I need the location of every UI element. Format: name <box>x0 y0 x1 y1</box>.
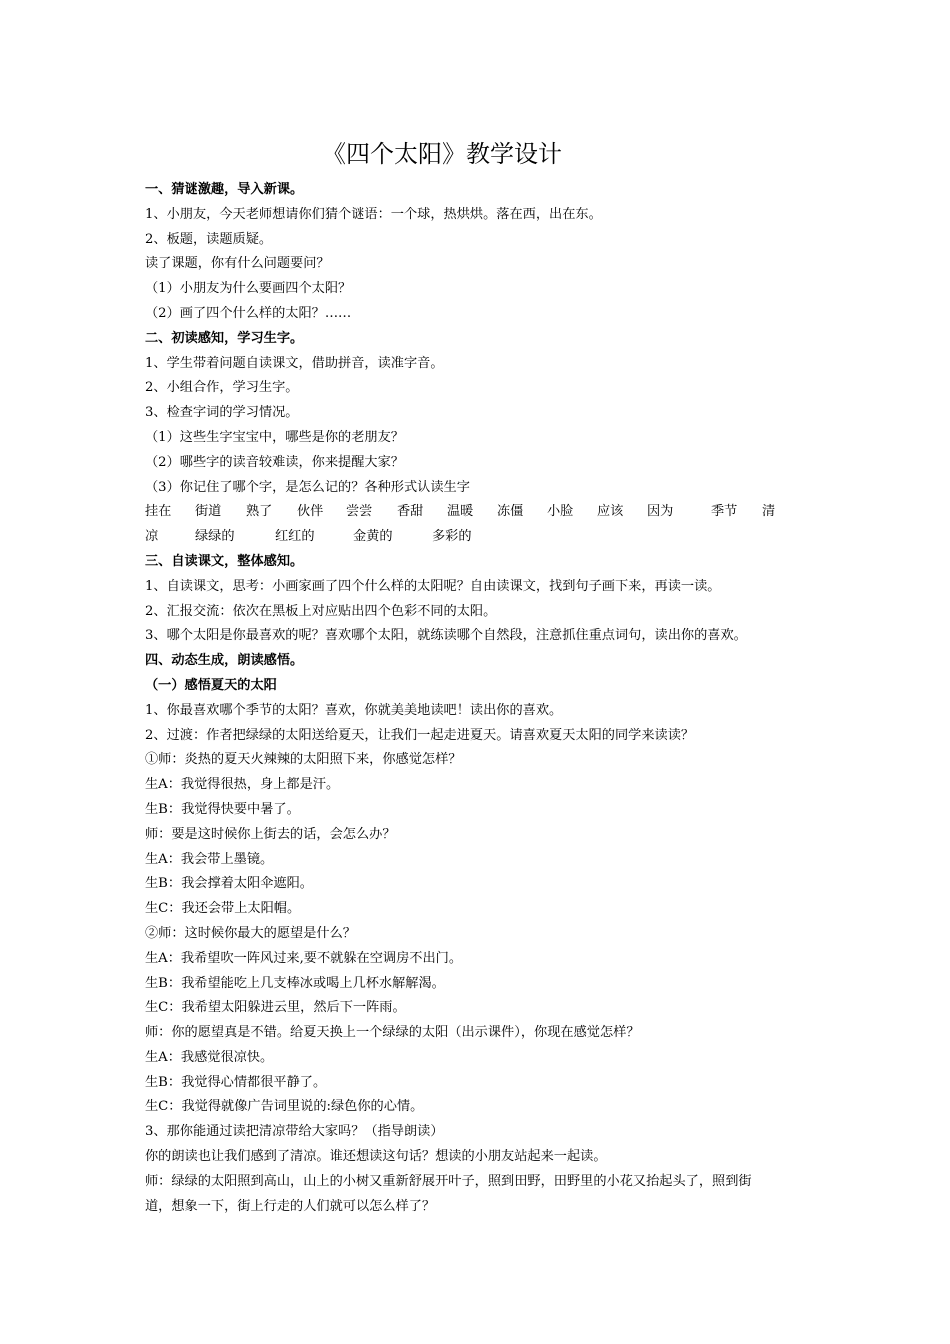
section-heading: 三、自读课文，整体感知。 <box>145 553 304 569</box>
section-heading: 一、猜谜激趣，导入新课。 <box>145 182 304 197</box>
vocab-word: 凉 <box>145 529 159 545</box>
paragraph-line: 生C：我希望太阳躲进云里，然后下一阵雨。 <box>145 1000 406 1016</box>
paragraph-line: 生A：我感觉很凉快。 <box>145 1049 274 1065</box>
paragraph-line: 2、小组合作，学习生字。 <box>145 380 299 396</box>
paragraph-line: 道，想象一下，街上行走的人们就可以怎么样了？ <box>145 1198 436 1214</box>
paragraph-line: ②师：这时候你最大的愿望是什么？ <box>145 925 356 941</box>
paragraph-line: （1）这些生字宝宝中，哪些是你的老朋友？ <box>145 429 404 445</box>
paragraph-line: 2、板题，读题质疑。 <box>145 231 273 247</box>
paragraph-line: 生C：我觉得就像广告词里说的:绿色你的心情。 <box>145 1099 424 1115</box>
vocab-word: 多彩的 <box>432 529 472 545</box>
vocab-word: 金黄的 <box>353 529 393 545</box>
paragraph-line: （3）你记住了哪个字，是怎么记的？各种形式认读生字 <box>145 479 470 495</box>
paragraph-line: 生A：我希望吹一阵风过来,要不就躲在空调房不出门。 <box>145 950 463 966</box>
paragraph-line: 生B：我希望能吃上几支棒冰或喝上几杯水解解渴。 <box>145 975 445 991</box>
vocab-word: 冻僵 <box>497 504 524 520</box>
vocab-word: 应该 <box>597 504 624 520</box>
paragraph-line: 师：要是这时候你上街去的话，会怎么办？ <box>145 826 396 842</box>
vocab-word: 温暖 <box>447 504 474 520</box>
paragraph-line: 2、过渡：作者把绿绿的太阳送给夏天，让我们一起走进夏天。请喜欢夏天太阳的同学来读读？ <box>145 727 695 743</box>
paragraph-line: 生A：我觉得很热，身上都是汗。 <box>145 777 340 793</box>
document-body <box>145 178 815 1219</box>
paragraph-line: 生B：我会撑着太阳伞遮阳。 <box>145 876 313 892</box>
vocab-word: 尝尝 <box>346 504 373 520</box>
paragraph-line: （2）画了四个什么样的太阳？…… <box>145 305 352 321</box>
paragraph-line: 生A：我会带上墨镜。 <box>145 851 274 867</box>
paragraph-line: 3、那你能通过读把清凉带给大家吗？（指导朗读） <box>145 1124 444 1140</box>
paragraph-line: 你的朗读也让我们感到了清凉。谁还想读这句话？想读的小朋友站起来一起读。 <box>145 1149 607 1165</box>
vocab-word: 伙伴 <box>297 504 324 520</box>
section-heading: （一）感悟夏天的太阳 <box>145 677 277 693</box>
vocab-word: 绿绿的 <box>195 529 235 545</box>
vocab-word: 清 <box>762 504 776 520</box>
paragraph-line: 生C：我还会带上太阳帽。 <box>145 901 301 917</box>
paragraph-line: 读了课题，你有什么问题要问？ <box>145 256 330 272</box>
paragraph-line: 生B：我觉得心情都很平静了。 <box>145 1074 327 1090</box>
paragraph-line: （2）哪些字的读音较难读，你来提醒大家？ <box>145 454 404 470</box>
paragraph-line: 3、检查字词的学习情况。 <box>145 405 299 421</box>
paragraph-line: （1）小朋友为什么要画四个太阳？ <box>145 281 352 297</box>
paragraph-line: 2、汇报交流：依次在黑板上对应贴出四个色彩不同的太阳。 <box>145 603 497 619</box>
vocab-word: 熟了 <box>246 504 273 520</box>
paragraph-line: 师：你的愿望真是不错。给夏天换上一个绿绿的太阳（出示课件），你现在感觉怎样？ <box>145 1025 640 1041</box>
paragraph-line: 生B：我觉得快要中暑了。 <box>145 801 300 817</box>
vocab-word: 季节 <box>711 504 738 520</box>
vocab-word: 小脸 <box>547 504 574 520</box>
document-title: 《四个太阳》教学设计 <box>322 140 562 168</box>
vocab-word: 红红的 <box>275 529 315 545</box>
paragraph-line: 1、小朋友，今天老师想请你们猜个谜语：一个球，热烘烘。落在西，出在东。 <box>145 206 602 222</box>
paragraph-line: 师：绿绿的太阳照到高山，山上的小树又重新舒展开叶子，照到田野，田野里的小花又抬起头了，照到街 <box>145 1173 752 1189</box>
vocab-line <box>145 525 815 550</box>
paragraph-line: 1、学生带着问题自读课文，借助拼音，读准字音。 <box>145 355 444 371</box>
vocab-word: 街道 <box>195 504 222 520</box>
vocab-word: 香甜 <box>397 504 424 520</box>
vocab-word: 挂在 <box>145 504 172 520</box>
paragraph-line: ①师：炎热的夏天火辣辣的太阳照下来，你感觉怎样？ <box>145 752 462 768</box>
paragraph-line: 1、你最喜欢哪个季节的太阳？喜欢，你就美美地读吧！读出你的喜欢。 <box>145 702 563 718</box>
section-heading: 二、初读感知，学习生字。 <box>145 330 304 346</box>
vocab-line <box>145 500 815 525</box>
paragraph-line: 3、哪个太阳是你最喜欢的呢？喜欢哪个太阳，就练读哪个自然段，注意抓住重点词句，读出你的喜欢。 <box>145 628 747 644</box>
vocab-word: 因为 <box>647 504 674 520</box>
paragraph-line: 1、自读课文，思考：小画家画了四个什么样的太阳呢？自由读课文，找到句子画下来，再读一读。 <box>145 578 721 594</box>
section-heading: 四、动态生成，朗读感悟。 <box>145 653 304 669</box>
